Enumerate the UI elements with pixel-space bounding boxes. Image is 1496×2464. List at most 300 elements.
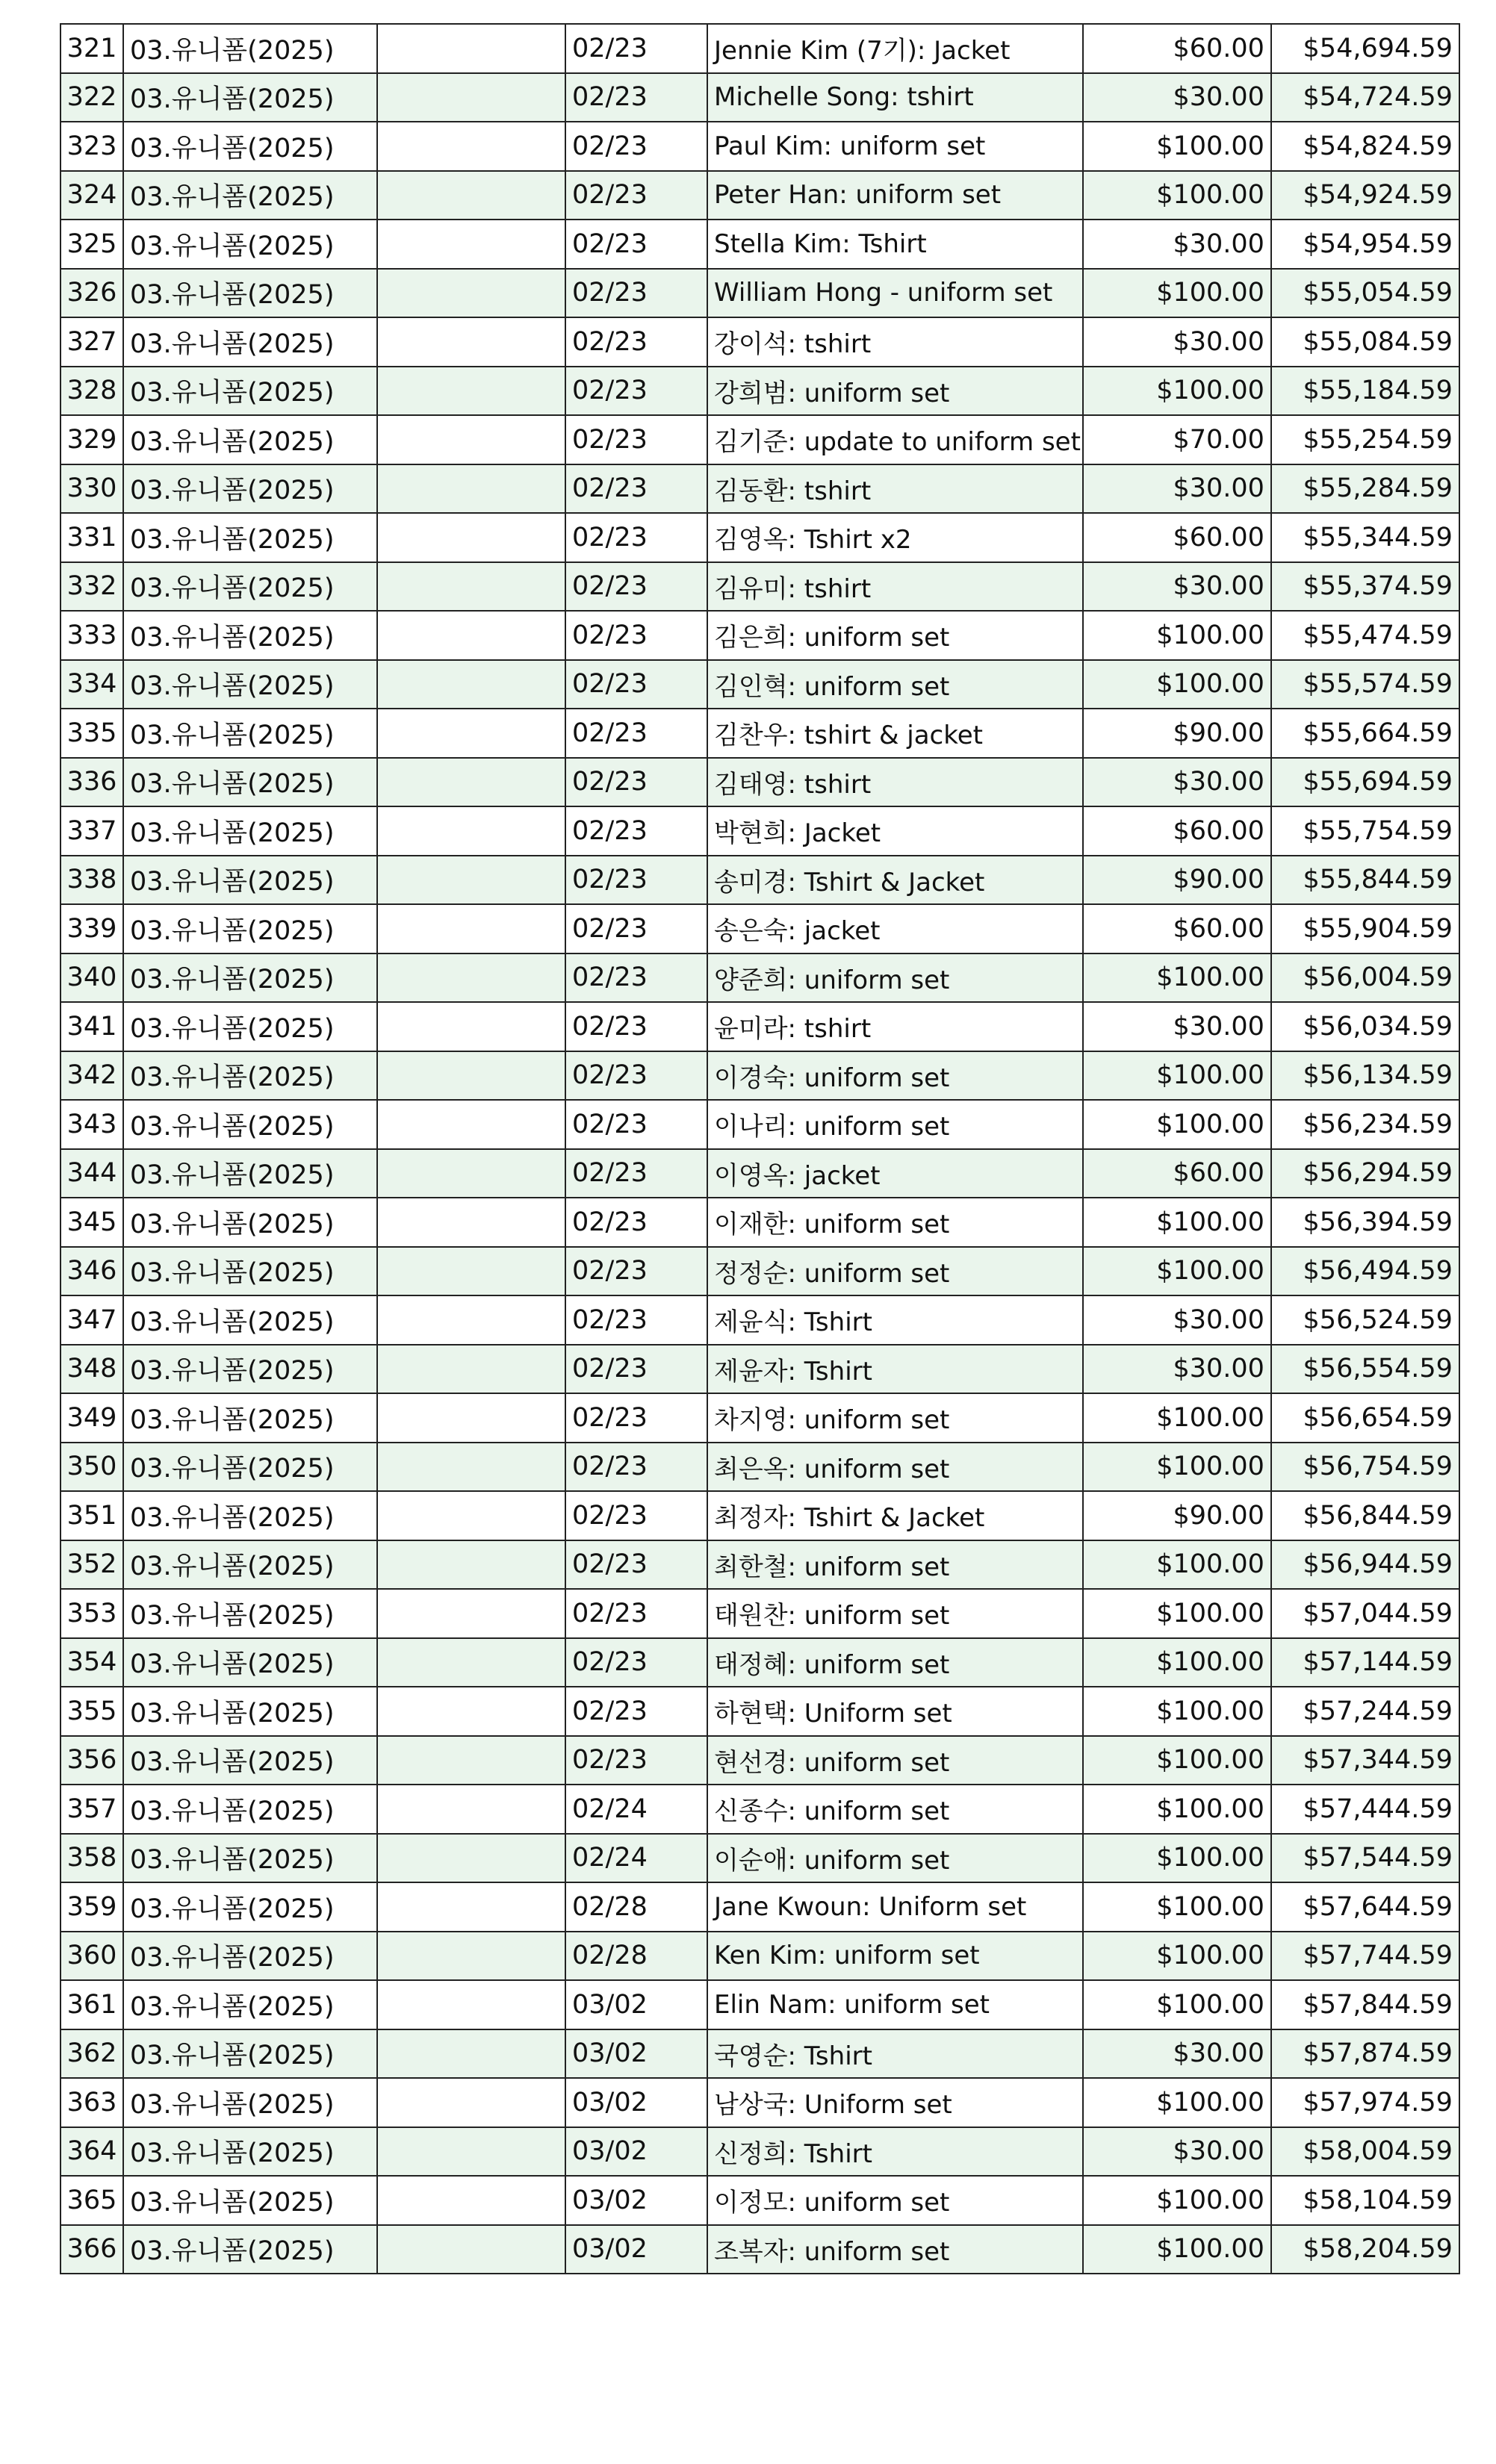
row-number-cell: 321 bbox=[60, 24, 123, 73]
amount-cell: $100.00 bbox=[1083, 269, 1271, 318]
table-row bbox=[60, 2176, 1459, 2225]
date-cell: 02/23 bbox=[565, 1736, 707, 1785]
amount-cell: $100.00 bbox=[1083, 1100, 1271, 1149]
balance-cell: $54,694.59 bbox=[1271, 24, 1459, 73]
balance-cell: $56,034.59 bbox=[1271, 1002, 1459, 1051]
balance-cell: $55,844.59 bbox=[1271, 856, 1459, 905]
empty-cell bbox=[377, 24, 565, 73]
empty-cell bbox=[377, 856, 565, 905]
table-row bbox=[60, 1491, 1459, 1540]
balance-cell: $57,144.59 bbox=[1271, 1638, 1459, 1687]
date-cell: 02/23 bbox=[565, 171, 707, 220]
table-row bbox=[60, 1345, 1459, 1394]
empty-cell bbox=[377, 1295, 565, 1345]
date-cell: 02/23 bbox=[565, 1638, 707, 1687]
description-cell: Peter Han: uniform set bbox=[707, 171, 1083, 220]
row-number-cell: 340 bbox=[60, 953, 123, 1003]
table-row bbox=[60, 1980, 1459, 2029]
description-cell: 이재한: uniform set bbox=[707, 1198, 1083, 1247]
date-cell: 02/23 bbox=[565, 464, 707, 514]
empty-cell bbox=[377, 1393, 565, 1443]
empty-cell bbox=[377, 611, 565, 660]
description-cell: 제윤식: Tshirt bbox=[707, 1295, 1083, 1345]
description-cell: 김찬우: tshirt & jacket bbox=[707, 709, 1083, 758]
row-number-cell: 342 bbox=[60, 1051, 123, 1101]
description-cell: 신정희: Tshirt bbox=[707, 2127, 1083, 2177]
amount-cell: $100.00 bbox=[1083, 1198, 1271, 1247]
row-number-cell: 333 bbox=[60, 611, 123, 660]
table-row bbox=[60, 1882, 1459, 1932]
amount-cell: $60.00 bbox=[1083, 904, 1271, 953]
date-cell: 02/23 bbox=[565, 1443, 707, 1492]
balance-cell: $57,044.59 bbox=[1271, 1589, 1459, 1638]
row-number-cell: 346 bbox=[60, 1247, 123, 1296]
table-row bbox=[60, 1295, 1459, 1345]
amount-cell: $100.00 bbox=[1083, 171, 1271, 220]
table-row bbox=[60, 317, 1459, 367]
category-cell: 03.유니폼(2025) bbox=[123, 1100, 377, 1149]
category-cell: 03.유니폼(2025) bbox=[123, 1589, 377, 1638]
empty-cell bbox=[377, 1149, 565, 1198]
date-cell: 02/23 bbox=[565, 317, 707, 367]
balance-cell: $55,184.59 bbox=[1271, 367, 1459, 416]
empty-cell bbox=[377, 806, 565, 856]
empty-cell bbox=[377, 1882, 565, 1932]
date-cell: 02/23 bbox=[565, 1589, 707, 1638]
description-cell: 김기준: update to uniform set bbox=[707, 415, 1083, 464]
empty-cell bbox=[377, 73, 565, 122]
row-number-cell: 354 bbox=[60, 1638, 123, 1687]
empty-cell bbox=[377, 1540, 565, 1590]
date-cell: 03/02 bbox=[565, 2078, 707, 2127]
category-cell: 03.유니폼(2025) bbox=[123, 1345, 377, 1394]
empty-cell bbox=[377, 953, 565, 1003]
date-cell: 03/02 bbox=[565, 2127, 707, 2177]
row-number-cell: 345 bbox=[60, 1198, 123, 1247]
description-cell: 이영옥: jacket bbox=[707, 1149, 1083, 1198]
description-cell: 김은희: uniform set bbox=[707, 611, 1083, 660]
row-number-cell: 323 bbox=[60, 122, 123, 171]
empty-cell bbox=[377, 415, 565, 464]
amount-cell: $90.00 bbox=[1083, 856, 1271, 905]
date-cell: 02/23 bbox=[565, 562, 707, 612]
table-row bbox=[60, 2225, 1459, 2274]
table-row bbox=[60, 1149, 1459, 1198]
empty-cell bbox=[377, 1834, 565, 1883]
empty-cell bbox=[377, 513, 565, 562]
date-cell: 02/23 bbox=[565, 1100, 707, 1149]
amount-cell: $30.00 bbox=[1083, 758, 1271, 807]
empty-cell bbox=[377, 1198, 565, 1247]
row-number-cell: 350 bbox=[60, 1443, 123, 1492]
table-row bbox=[60, 1540, 1459, 1590]
balance-cell: $55,084.59 bbox=[1271, 317, 1459, 367]
category-cell: 03.유니폼(2025) bbox=[123, 611, 377, 660]
table-row bbox=[60, 1785, 1459, 1834]
description-cell: 하현택: Uniform set bbox=[707, 1687, 1083, 1736]
amount-cell: $30.00 bbox=[1083, 562, 1271, 612]
amount-cell: $100.00 bbox=[1083, 1443, 1271, 1492]
table-row bbox=[60, 73, 1459, 122]
table-row bbox=[60, 856, 1459, 905]
table-row bbox=[60, 953, 1459, 1003]
row-number-cell: 365 bbox=[60, 2176, 123, 2225]
empty-cell bbox=[377, 317, 565, 367]
category-cell: 03.유니폼(2025) bbox=[123, 1247, 377, 1296]
balance-cell: $56,844.59 bbox=[1271, 1491, 1459, 1540]
description-cell: 국영순: Tshirt bbox=[707, 2029, 1083, 2079]
description-cell: 제윤자: Tshirt bbox=[707, 1345, 1083, 1394]
category-cell: 03.유니폼(2025) bbox=[123, 367, 377, 416]
date-cell: 03/02 bbox=[565, 1980, 707, 2029]
row-number-cell: 326 bbox=[60, 269, 123, 318]
table-row bbox=[60, 1443, 1459, 1492]
date-cell: 02/23 bbox=[565, 122, 707, 171]
balance-cell: $57,344.59 bbox=[1271, 1736, 1459, 1785]
date-cell: 02/28 bbox=[565, 1932, 707, 1981]
amount-cell: $100.00 bbox=[1083, 1247, 1271, 1296]
balance-cell: $55,374.59 bbox=[1271, 562, 1459, 612]
category-cell: 03.유니폼(2025) bbox=[123, 1980, 377, 2029]
row-number-cell: 335 bbox=[60, 709, 123, 758]
row-number-cell: 341 bbox=[60, 1002, 123, 1051]
table-row bbox=[60, 171, 1459, 220]
row-number-cell: 362 bbox=[60, 2029, 123, 2079]
amount-cell: $30.00 bbox=[1083, 464, 1271, 514]
table-row bbox=[60, 806, 1459, 856]
date-cell: 02/23 bbox=[565, 73, 707, 122]
date-cell: 02/28 bbox=[565, 1882, 707, 1932]
amount-cell: $100.00 bbox=[1083, 122, 1271, 171]
description-cell: 이나리: uniform set bbox=[707, 1100, 1083, 1149]
category-cell: 03.유니폼(2025) bbox=[123, 2127, 377, 2177]
date-cell: 02/23 bbox=[565, 220, 707, 269]
category-cell: 03.유니폼(2025) bbox=[123, 1149, 377, 1198]
description-cell: 이순애: uniform set bbox=[707, 1834, 1083, 1883]
date-cell: 02/23 bbox=[565, 758, 707, 807]
balance-cell: $57,744.59 bbox=[1271, 1932, 1459, 1981]
table-row bbox=[60, 904, 1459, 953]
table-row bbox=[60, 1051, 1459, 1101]
category-cell: 03.유니폼(2025) bbox=[123, 1393, 377, 1443]
row-number-cell: 366 bbox=[60, 2225, 123, 2274]
date-cell: 02/23 bbox=[565, 513, 707, 562]
balance-cell: $56,004.59 bbox=[1271, 953, 1459, 1003]
amount-cell: $60.00 bbox=[1083, 806, 1271, 856]
amount-cell: $60.00 bbox=[1083, 1149, 1271, 1198]
empty-cell bbox=[377, 1932, 565, 1981]
description-cell: Michelle Song: tshirt bbox=[707, 73, 1083, 122]
description-cell: 김동환: tshirt bbox=[707, 464, 1083, 514]
amount-cell: $100.00 bbox=[1083, 1932, 1271, 1981]
category-cell: 03.유니폼(2025) bbox=[123, 513, 377, 562]
category-cell: 03.유니폼(2025) bbox=[123, 1736, 377, 1785]
table-row bbox=[60, 220, 1459, 269]
row-number-cell: 344 bbox=[60, 1149, 123, 1198]
table-row bbox=[60, 2127, 1459, 2177]
table-row bbox=[60, 464, 1459, 514]
row-number-cell: 353 bbox=[60, 1589, 123, 1638]
amount-cell: $30.00 bbox=[1083, 220, 1271, 269]
row-number-cell: 360 bbox=[60, 1932, 123, 1981]
table-row bbox=[60, 1247, 1459, 1296]
description-cell: 조복자: uniform set bbox=[707, 2225, 1083, 2274]
category-cell: 03.유니폼(2025) bbox=[123, 2029, 377, 2079]
description-cell: 김인혁: uniform set bbox=[707, 660, 1083, 709]
amount-cell: $30.00 bbox=[1083, 2127, 1271, 2177]
category-cell: 03.유니폼(2025) bbox=[123, 758, 377, 807]
category-cell: 03.유니폼(2025) bbox=[123, 1638, 377, 1687]
date-cell: 02/23 bbox=[565, 1149, 707, 1198]
description-cell: 윤미라: tshirt bbox=[707, 1002, 1083, 1051]
category-cell: 03.유니폼(2025) bbox=[123, 953, 377, 1003]
empty-cell bbox=[377, 2078, 565, 2127]
category-cell: 03.유니폼(2025) bbox=[123, 1051, 377, 1101]
date-cell: 02/23 bbox=[565, 24, 707, 73]
row-number-cell: 351 bbox=[60, 1491, 123, 1540]
category-cell: 03.유니폼(2025) bbox=[123, 1785, 377, 1834]
table-row bbox=[60, 1198, 1459, 1247]
amount-cell: $30.00 bbox=[1083, 1295, 1271, 1345]
date-cell: 02/23 bbox=[565, 1295, 707, 1345]
date-cell: 02/23 bbox=[565, 1002, 707, 1051]
category-cell: 03.유니폼(2025) bbox=[123, 464, 377, 514]
row-number-cell: 329 bbox=[60, 415, 123, 464]
empty-cell bbox=[377, 2127, 565, 2177]
row-number-cell: 327 bbox=[60, 317, 123, 367]
amount-cell: $100.00 bbox=[1083, 1051, 1271, 1101]
balance-cell: $55,754.59 bbox=[1271, 806, 1459, 856]
category-cell: 03.유니폼(2025) bbox=[123, 1295, 377, 1345]
amount-cell: $100.00 bbox=[1083, 1834, 1271, 1883]
amount-cell: $100.00 bbox=[1083, 1589, 1271, 1638]
amount-cell: $100.00 bbox=[1083, 1785, 1271, 1834]
amount-cell: $30.00 bbox=[1083, 317, 1271, 367]
description-cell: 신종수: uniform set bbox=[707, 1785, 1083, 1834]
row-number-cell: 338 bbox=[60, 856, 123, 905]
empty-cell bbox=[377, 1687, 565, 1736]
balance-cell: $54,824.59 bbox=[1271, 122, 1459, 171]
description-cell: 차지영: uniform set bbox=[707, 1393, 1083, 1443]
empty-cell bbox=[377, 709, 565, 758]
row-number-cell: 363 bbox=[60, 2078, 123, 2127]
date-cell: 03/02 bbox=[565, 2029, 707, 2079]
empty-cell bbox=[377, 171, 565, 220]
balance-cell: $57,974.59 bbox=[1271, 2078, 1459, 2127]
date-cell: 02/23 bbox=[565, 953, 707, 1003]
date-cell: 02/23 bbox=[565, 904, 707, 953]
date-cell: 02/23 bbox=[565, 660, 707, 709]
date-cell: 02/23 bbox=[565, 856, 707, 905]
row-number-cell: 357 bbox=[60, 1785, 123, 1834]
balance-cell: $57,874.59 bbox=[1271, 2029, 1459, 2079]
category-cell: 03.유니폼(2025) bbox=[123, 2078, 377, 2127]
row-number-cell: 332 bbox=[60, 562, 123, 612]
amount-cell: $100.00 bbox=[1083, 660, 1271, 709]
balance-cell: $56,234.59 bbox=[1271, 1100, 1459, 1149]
description-cell: 태원찬: uniform set bbox=[707, 1589, 1083, 1638]
description-cell: 강이석: tshirt bbox=[707, 317, 1083, 367]
description-cell: 이경숙: uniform set bbox=[707, 1051, 1083, 1101]
description-cell: 박현희: Jacket bbox=[707, 806, 1083, 856]
category-cell: 03.유니폼(2025) bbox=[123, 2225, 377, 2274]
date-cell: 02/24 bbox=[565, 1834, 707, 1883]
description-cell: 김유미: tshirt bbox=[707, 562, 1083, 612]
table-row bbox=[60, 1589, 1459, 1638]
empty-cell bbox=[377, 904, 565, 953]
empty-cell bbox=[377, 220, 565, 269]
balance-cell: $56,524.59 bbox=[1271, 1295, 1459, 1345]
empty-cell bbox=[377, 1051, 565, 1101]
category-cell: 03.유니폼(2025) bbox=[123, 1540, 377, 1590]
amount-cell: $30.00 bbox=[1083, 1345, 1271, 1394]
date-cell: 02/23 bbox=[565, 1687, 707, 1736]
description-cell: 김영옥: Tshirt x2 bbox=[707, 513, 1083, 562]
date-cell: 02/24 bbox=[565, 1785, 707, 1834]
balance-cell: $54,954.59 bbox=[1271, 220, 1459, 269]
amount-cell: $30.00 bbox=[1083, 2029, 1271, 2079]
description-cell: 현선경: uniform set bbox=[707, 1736, 1083, 1785]
row-number-cell: 359 bbox=[60, 1882, 123, 1932]
description-cell: 최은옥: uniform set bbox=[707, 1443, 1083, 1492]
balance-cell: $55,474.59 bbox=[1271, 611, 1459, 660]
category-cell: 03.유니폼(2025) bbox=[123, 122, 377, 171]
date-cell: 02/23 bbox=[565, 1247, 707, 1296]
table-row bbox=[60, 122, 1459, 171]
description-cell: Jane Kwoun: Uniform set bbox=[707, 1882, 1083, 1932]
empty-cell bbox=[377, 1638, 565, 1687]
amount-cell: $70.00 bbox=[1083, 415, 1271, 464]
category-cell: 03.유니폼(2025) bbox=[123, 562, 377, 612]
description-cell: 강희범: uniform set bbox=[707, 367, 1083, 416]
table-row bbox=[60, 269, 1459, 318]
table-row bbox=[60, 611, 1459, 660]
description-cell: Jennie Kim (7기): Jacket bbox=[707, 24, 1083, 73]
row-number-cell: 358 bbox=[60, 1834, 123, 1883]
row-number-cell: 352 bbox=[60, 1540, 123, 1590]
row-number-cell: 322 bbox=[60, 73, 123, 122]
category-cell: 03.유니폼(2025) bbox=[123, 1198, 377, 1247]
table-row bbox=[60, 1002, 1459, 1051]
category-cell: 03.유니폼(2025) bbox=[123, 73, 377, 122]
table-row bbox=[60, 1932, 1459, 1981]
category-cell: 03.유니폼(2025) bbox=[123, 856, 377, 905]
row-number-cell: 334 bbox=[60, 660, 123, 709]
date-cell: 02/23 bbox=[565, 415, 707, 464]
row-number-cell: 364 bbox=[60, 2127, 123, 2177]
date-cell: 02/23 bbox=[565, 709, 707, 758]
category-cell: 03.유니폼(2025) bbox=[123, 220, 377, 269]
category-cell: 03.유니폼(2025) bbox=[123, 317, 377, 367]
ledger-table bbox=[60, 23, 1460, 2274]
amount-cell: $100.00 bbox=[1083, 1393, 1271, 1443]
balance-cell: $56,394.59 bbox=[1271, 1198, 1459, 1247]
category-cell: 03.유니폼(2025) bbox=[123, 415, 377, 464]
row-number-cell: 337 bbox=[60, 806, 123, 856]
table-row bbox=[60, 513, 1459, 562]
table-row bbox=[60, 367, 1459, 416]
balance-cell: $56,134.59 bbox=[1271, 1051, 1459, 1101]
category-cell: 03.유니폼(2025) bbox=[123, 904, 377, 953]
empty-cell bbox=[377, 1589, 565, 1638]
balance-cell: $54,924.59 bbox=[1271, 171, 1459, 220]
date-cell: 03/02 bbox=[565, 2225, 707, 2274]
category-cell: 03.유니폼(2025) bbox=[123, 1932, 377, 1981]
description-cell: 송미경: Tshirt & Jacket bbox=[707, 856, 1083, 905]
category-cell: 03.유니폼(2025) bbox=[123, 171, 377, 220]
empty-cell bbox=[377, 1100, 565, 1149]
date-cell: 02/23 bbox=[565, 1393, 707, 1443]
description-cell: 태정혜: uniform set bbox=[707, 1638, 1083, 1687]
description-cell: 양준희: uniform set bbox=[707, 953, 1083, 1003]
date-cell: 02/23 bbox=[565, 269, 707, 318]
balance-cell: $57,244.59 bbox=[1271, 1687, 1459, 1736]
category-cell: 03.유니폼(2025) bbox=[123, 709, 377, 758]
description-cell: Stella Kim: Tshirt bbox=[707, 220, 1083, 269]
date-cell: 02/23 bbox=[565, 806, 707, 856]
category-cell: 03.유니폼(2025) bbox=[123, 1002, 377, 1051]
row-number-cell: 328 bbox=[60, 367, 123, 416]
empty-cell bbox=[377, 1491, 565, 1540]
empty-cell bbox=[377, 122, 565, 171]
empty-cell bbox=[377, 1345, 565, 1394]
empty-cell bbox=[377, 562, 565, 612]
amount-cell: $100.00 bbox=[1083, 953, 1271, 1003]
row-number-cell: 331 bbox=[60, 513, 123, 562]
date-cell: 02/23 bbox=[565, 1491, 707, 1540]
amount-cell: $100.00 bbox=[1083, 2176, 1271, 2225]
amount-cell: $60.00 bbox=[1083, 513, 1271, 562]
balance-cell: $57,844.59 bbox=[1271, 1980, 1459, 2029]
table-row bbox=[60, 562, 1459, 612]
balance-cell: $57,444.59 bbox=[1271, 1785, 1459, 1834]
date-cell: 02/23 bbox=[565, 1540, 707, 1590]
row-number-cell: 330 bbox=[60, 464, 123, 514]
empty-cell bbox=[377, 1980, 565, 2029]
balance-cell: $58,204.59 bbox=[1271, 2225, 1459, 2274]
description-cell: 최한철: uniform set bbox=[707, 1540, 1083, 1590]
amount-cell: $100.00 bbox=[1083, 1736, 1271, 1785]
category-cell: 03.유니폼(2025) bbox=[123, 1882, 377, 1932]
category-cell: 03.유니폼(2025) bbox=[123, 1491, 377, 1540]
category-cell: 03.유니폼(2025) bbox=[123, 1687, 377, 1736]
row-number-cell: 324 bbox=[60, 171, 123, 220]
row-number-cell: 339 bbox=[60, 904, 123, 953]
description-cell: Paul Kim: uniform set bbox=[707, 122, 1083, 171]
description-cell: 김태영: tshirt bbox=[707, 758, 1083, 807]
empty-cell bbox=[377, 1002, 565, 1051]
row-number-cell: 347 bbox=[60, 1295, 123, 1345]
balance-cell: $55,664.59 bbox=[1271, 709, 1459, 758]
date-cell: 03/02 bbox=[565, 2176, 707, 2225]
description-cell: 최정자: Tshirt & Jacket bbox=[707, 1491, 1083, 1540]
category-cell: 03.유니폼(2025) bbox=[123, 806, 377, 856]
empty-cell bbox=[377, 1785, 565, 1834]
balance-cell: $55,694.59 bbox=[1271, 758, 1459, 807]
amount-cell: $100.00 bbox=[1083, 1980, 1271, 2029]
empty-cell bbox=[377, 1443, 565, 1492]
balance-cell: $57,544.59 bbox=[1271, 1834, 1459, 1883]
amount-cell: $100.00 bbox=[1083, 2078, 1271, 2127]
balance-cell: $56,654.59 bbox=[1271, 1393, 1459, 1443]
table-row bbox=[60, 1638, 1459, 1687]
date-cell: 02/23 bbox=[565, 1051, 707, 1101]
balance-cell: $57,644.59 bbox=[1271, 1882, 1459, 1932]
balance-cell: $55,284.59 bbox=[1271, 464, 1459, 514]
table-row bbox=[60, 1736, 1459, 1785]
balance-cell: $55,574.59 bbox=[1271, 660, 1459, 709]
balance-cell: $55,054.59 bbox=[1271, 269, 1459, 318]
